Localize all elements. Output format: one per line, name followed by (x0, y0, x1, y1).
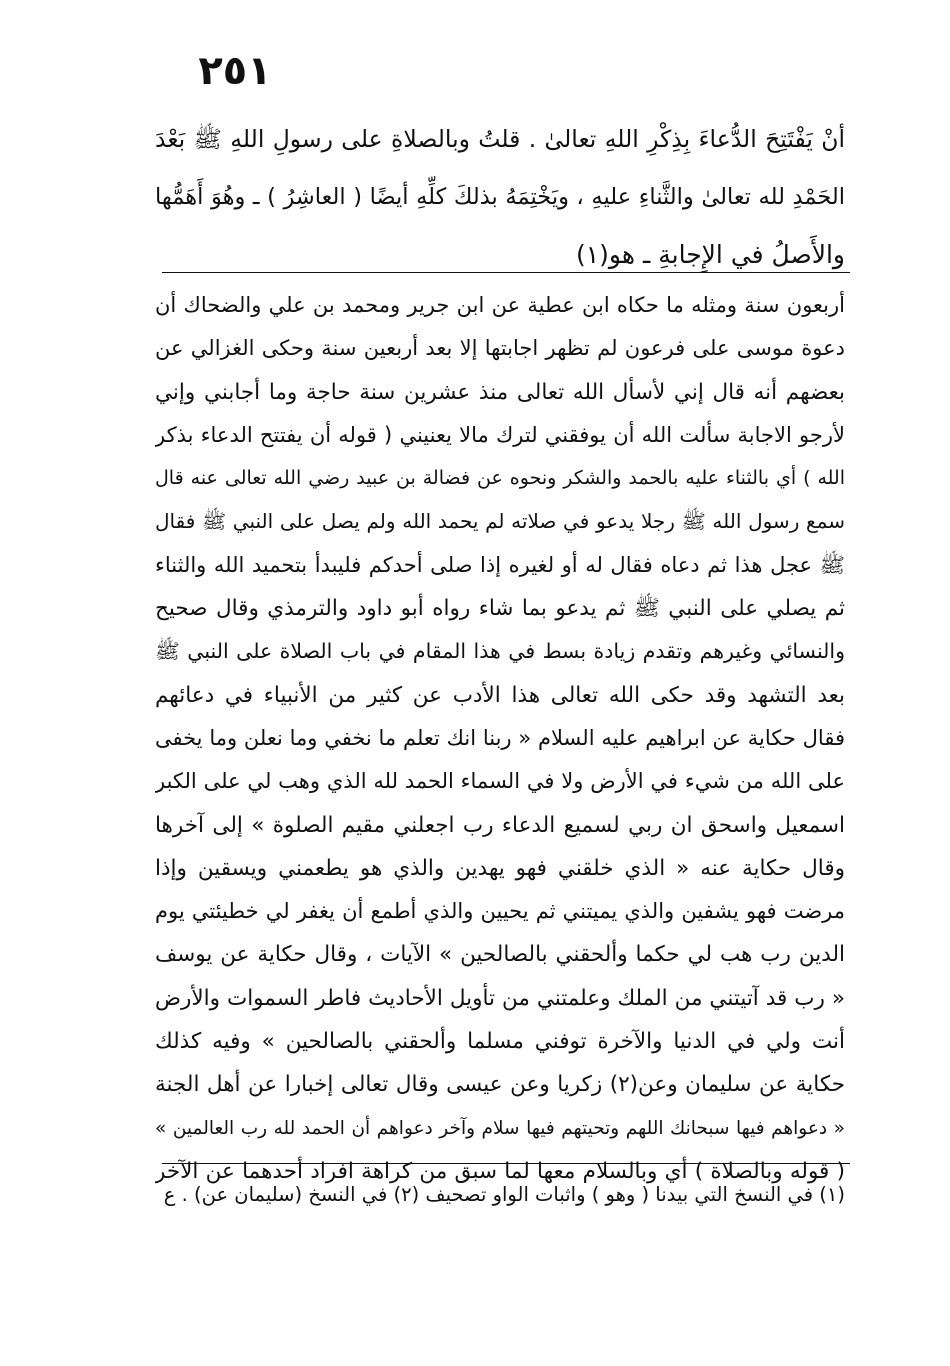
commentary-line: ثم يصلي على النبي ﷺ ثم يدعو بما شاء رواه أبو داود والترمذي وقال صحيح (155, 596, 845, 622)
commentary-line: دعوة موسى على فرعون لم تظهر اجابتها إلا بعد أربعين سنة وحكى الغزالي عن (155, 336, 845, 361)
commentary-line: حكاية عن سليمان وعن(٢) زكريا وعن عيسى وقال تعالى إخبارا عن أهل الجنة (155, 1072, 845, 1098)
main-text-line: أنْ يَفْتَتِحَ الدُّعاءَ بِذِكْرِ اللهِ تعالىٰ . قلتُ وبالصلاةِ على رسولِ اللهِ ﷺ بَعْدَ (155, 125, 845, 153)
commentary-line: « دعواهم فيها سبحانك اللهم وتحيتهم فيها سلام وآخر دعواهم أن الحمد لله رب العالمين » (155, 1117, 845, 1139)
footnote-text: (١) في النسخ التي بيدنا ( وهو ) واثبات الواو تصحيف (٢) في النسخ (سليمان عن) . ع (163, 1183, 845, 1206)
commentary-line: فقال حكاية عن ابراهيم عليه السلام « ربنا انك تعلم ما نخفي وما نعلن وما يخفى (155, 725, 845, 750)
commentary-line: والنسائي وغيرهم وتقدم زيادة بسط في هذا المقام في باب الصلاة على النبي ﷺ (155, 639, 845, 664)
commentary-line: على الله من شيء في الأرض ولا في السماء الحمد لله الذي وهب لي على الكبر (155, 769, 845, 794)
commentary-line: أنت ولي في الدنيا والآخرة توفني مسلما وألحقني بالصالحين » وفيه كذلك (155, 1029, 845, 1055)
commentary-line: سمع رسول الله ﷺ رجلا يدعو في صلاته لم يحمد الله ولم يصل على النبي ﷺ فقال (155, 509, 845, 534)
commentary-line: ( قوله وبالصلاة ) أي وبالسلام معها لما سبق من كراهة افراد أحدهما عن الآخر (155, 1158, 845, 1184)
commentary-line: الدين رب هب لي حكما وألحقني بالصالحين » الآيات ، وقال حكاية عن يوسف (155, 942, 845, 968)
commentary-line: بعضهم أنه قال إني لأسأل الله تعالى منذ عشرين سنة حاجة وما أجابني وإني (155, 379, 845, 405)
page-number: ٢٥١ (198, 48, 272, 94)
footnote-rule (162, 1163, 850, 1164)
main-text-line: الحَمْدِ لله تعالىٰ والثَّناءِ عليهِ ، ويَخْتِمَهُ بذلكَ كلِّهِ أيضًا ( العاشِرُ ) ـ وهُوَ أَهَمُّها (155, 184, 845, 210)
commentary-line: اسمعيل واسحق ان ربي لسميع الدعاء رب اجعلني مقيم الصلوة » إلى آخرها (155, 812, 845, 838)
commentary-line: ﷺ عجل هذا ثم دعاه فقال له أو لغيره إذا صلى أحدكم فليبدأ بتحميد الله والثناء (155, 552, 845, 577)
commentary-line: الله ) أي بالثناء عليه بالحمد والشكر ونحوه عن فضالة بن عبيد رضي الله تعالى عنه قال (155, 467, 845, 490)
commentary-text (155, 284, 845, 1193)
commentary-line: مرضت فهو يشفين والذي يميتني ثم يحيين والذي أطمع أن يغفر لي خطيئتي يوم (155, 899, 845, 924)
separator-rule (162, 272, 850, 273)
footnote (155, 1172, 845, 1218)
commentary-line: وقال حكاية عنه « الذي خلقني فهو يهدين والذي هو يطعمني ويسقين وإذا (155, 855, 845, 881)
commentary-line: لأرجو الاجابة سألت الله أن يوفقني لترك مالا يعنيني ( قوله أن يفتتح الدعاء بذكر (155, 422, 845, 447)
commentary-line: بعد التشهد وقد حكى الله تعالى هذا الأدب عن كثير من الأنبياء في دعائهم (155, 682, 845, 708)
main-text (155, 110, 845, 284)
main-text-line: والأَصلُ في الإِجابةِ ـ هو(١) (575, 240, 845, 269)
commentary-line: « رب قد آتيتني من الملك وعلمتني من تأويل الأحاديث فاطر السموات والأرض (155, 985, 845, 1011)
commentary-line: أربعون سنة ومثله ما حكاه ابن عطية عن ابن جرير ومحمد بن علي والضحاك أن (155, 293, 845, 317)
